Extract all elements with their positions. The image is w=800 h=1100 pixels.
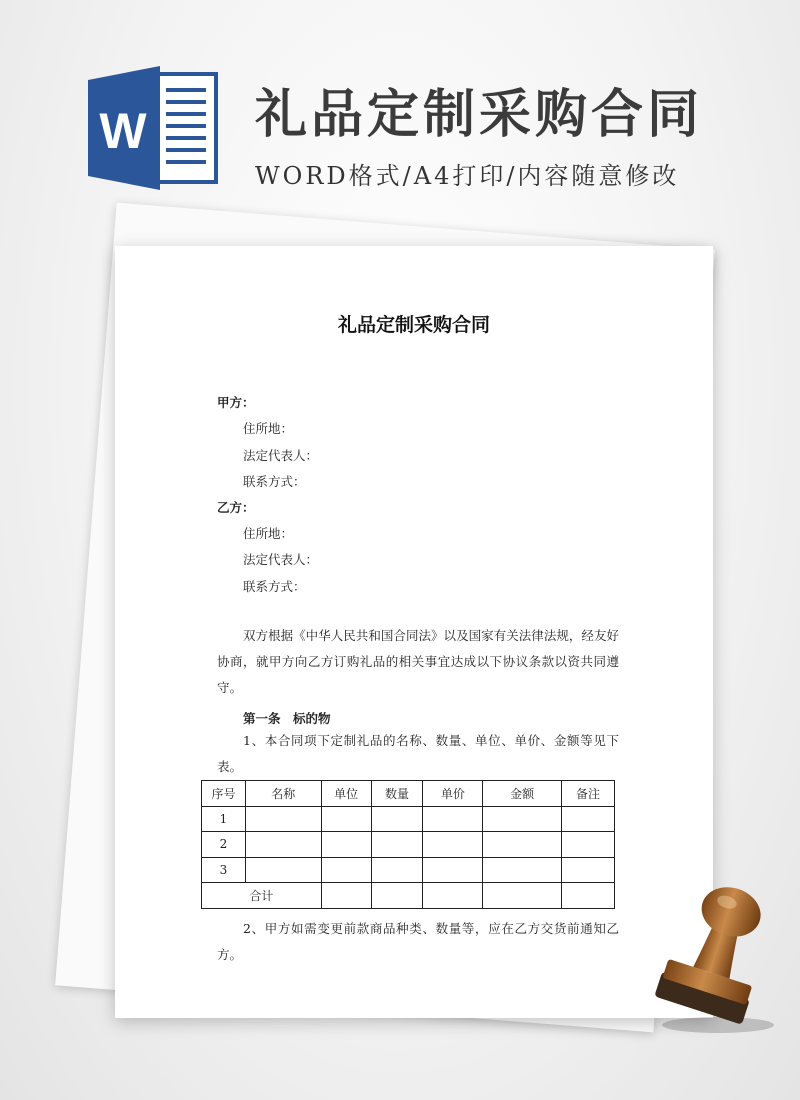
word-logo-letter: W: [99, 103, 147, 159]
intro-paragraph: 双方根据《中华人民共和国合同法》以及国家有关法律法规，经友好协商，就甲方向乙方订购礼品的相关事宜达成以下协议条款以资共同遵守。: [217, 628, 619, 695]
table-header-cell: 序号: [202, 781, 246, 807]
clause-2: 2、甲方如需变更前款商品种类、数量等，应在乙方交货前通知乙方。: [217, 921, 619, 962]
party-b-address: 住所地：: [243, 526, 294, 541]
table-total-row: [202, 883, 615, 909]
table-row: [202, 806, 615, 832]
party-a-label: 甲方：: [217, 395, 255, 410]
word-logo-icon: [88, 66, 218, 190]
wooden-stamp-icon: [640, 875, 780, 1035]
party-a-contact: 联系方式：: [243, 474, 306, 489]
row-number: 1: [202, 806, 246, 832]
party-a-representative: 法定代表人：: [243, 448, 319, 463]
goods-table: [201, 780, 615, 909]
section-1-title: 第一条 标的物: [243, 711, 331, 726]
row-number: 3: [202, 857, 246, 883]
total-label: 合计: [202, 883, 322, 909]
table-header-cell: 备注: [562, 781, 615, 807]
document-title: 礼品定制采购合同: [337, 314, 490, 336]
table-header-cell: 名称: [245, 781, 321, 807]
header-title: 礼品定制采购合同: [255, 85, 704, 145]
party-a-address: 住所地：: [243, 421, 294, 436]
table-header-cell: 金额: [483, 781, 562, 807]
party-b-contact: 联系方式：: [243, 579, 306, 594]
party-b-label: 乙方：: [217, 500, 255, 515]
header-subtitle: WORD格式/A4打印/内容随意修改: [255, 162, 680, 190]
row-number: 2: [202, 832, 246, 858]
table-header-cell: 数量: [371, 781, 423, 807]
table-header-cell: 单位: [321, 781, 371, 807]
table-header-row: [202, 781, 615, 807]
table-row: [202, 832, 615, 858]
document-page: [115, 246, 713, 1018]
party-b-representative: 法定代表人：: [243, 552, 319, 567]
clause-1: 1、本合同项下定制礼品的名称、数量、单位、单价、金额等见下表。: [217, 733, 619, 774]
table-header-cell: 单价: [423, 781, 483, 807]
table-row: [202, 857, 615, 883]
